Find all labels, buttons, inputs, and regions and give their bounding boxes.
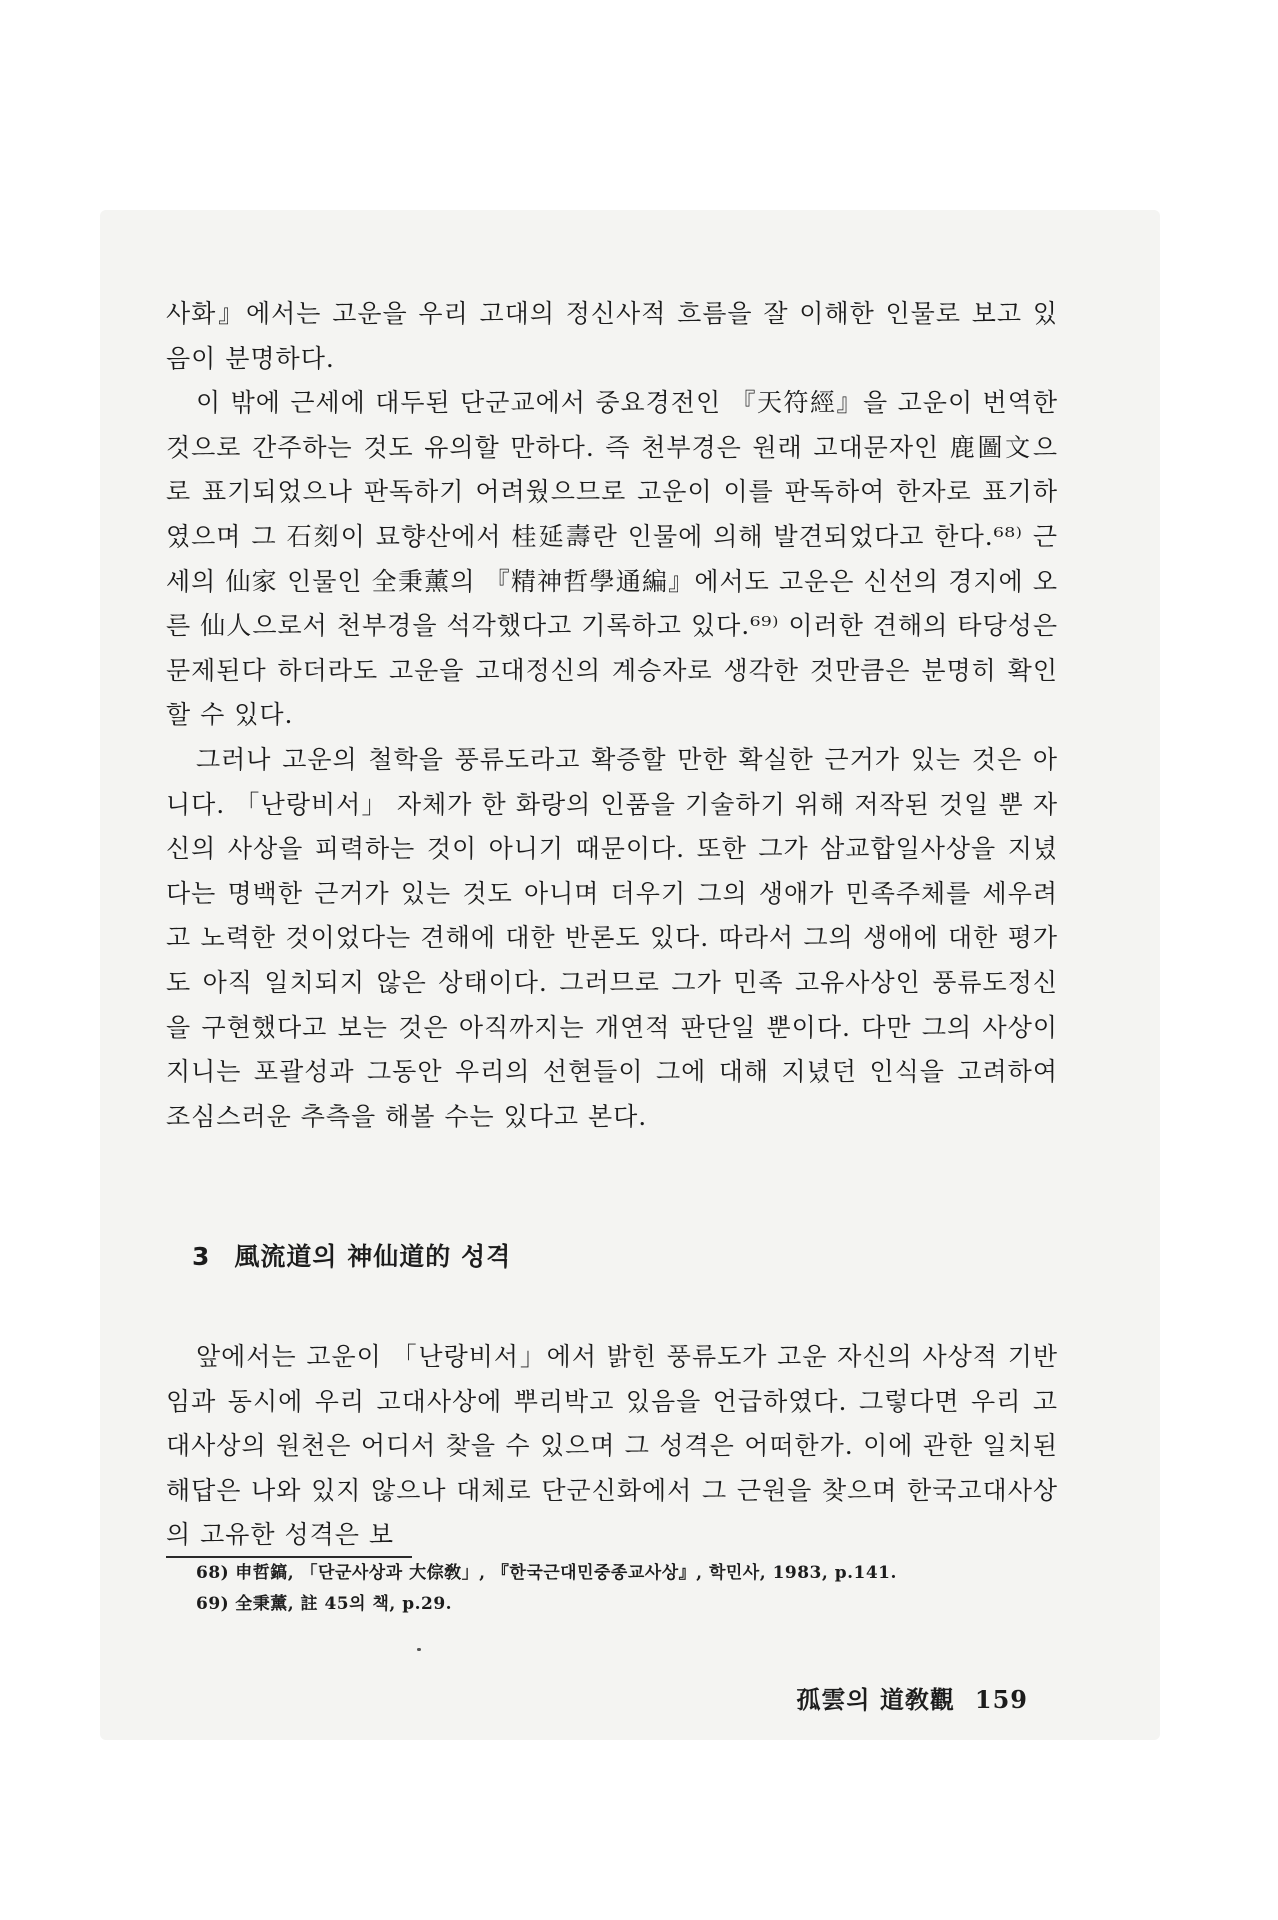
print-speck	[417, 1648, 421, 1651]
footnote-text: 全秉薰, 註 45의 책, p.29.	[235, 1594, 453, 1614]
section-title: 風流道의 神仙道的 성격	[234, 1242, 512, 1271]
footnote-68	[196, 1558, 1056, 1589]
page-number: 159	[974, 1685, 1028, 1714]
footnote-69	[196, 1589, 1056, 1620]
footnote-number: 69)	[196, 1594, 230, 1614]
footnotes	[196, 1558, 1056, 1620]
footnote-number: 68)	[196, 1563, 230, 1583]
running-footer-title: 孤雲의 道敎觀	[796, 1685, 955, 1714]
paragraph-1: 사화』에서는 고운을 우리 고대의 정신사적 흐름을 잘 이해한 인물로 보고 있음이 분명하다.	[166, 299, 1058, 373]
body-text-block-1	[166, 292, 1058, 1139]
paragraph-3: 그러나 고운의 철학을 풍류도라고 확증할 만한 확실한 근거가 있는 것은 아니다. 「난랑비서」 자체가 한 화랑의 인품을 기술하기 위해 저작된 것일 뿐 자신의 사상을 피력하는 것이 아니기 때문이다. 또한 그가 삼교합일사상을 지녔다는 명백한 근거가 있는 것도 아니며 더우기 그의 생애가 민족주체를 세우려고 노력한 것이었다는 견해에 대한 반론도 있다. 따라서 그의 생애에 대한 평가도 아직 일치되지 않은 상태이다. 그러므로 그가 민족 고유사상인 풍류도정신을 구현했다고 보는 것은 아직까지는 개연적 판단일 뿐이다. 다만 그의 사상이 지니는 포괄성과 그동안 우리의 선현들이 그에 대해 지녔던 인식을 고려하여 조심스러운 추측을 해볼 수는 있다고 본다.	[166, 744, 1058, 1131]
running-footer	[796, 1680, 1028, 1715]
section-heading	[192, 1237, 511, 1273]
paragraph-4: 앞에서는 고운이 「난랑비서」에서 밝힌 풍류도가 고운 자신의 사상적 기반임과 동시에 우리 고대사상에 뿌리박고 있음을 언급하였다. 그렇다면 우리 고대사상의 원천은 어디서 찾을 수 있으며 그 성격은 어떠한가. 이에 관한 일치된 해답은 나와 있지 않으나 대체로 단군신화에서 그 근원을 찾으며 한국고대사상의 고유한 성격은 보	[166, 1342, 1058, 1550]
paragraph-2: 이 밖에 근세에 대두된 단군교에서 중요경전인 『天符經』을 고운이 번역한 것으로 간주하는 것도 유의할 만하다. 즉 천부경은 원래 고대문자인 鹿圖文으로 표기되었으나 판독하기 어려웠으므로 고운이 이를 판독하여 한자로 표기하였으며 그 石刻이 묘향산에서 桂延壽란 인물에 의해 발견되었다고 한다.⁶⁸⁾ 근세의 仙家 인물인 全秉薰의 『精神哲學通編』에서도 고운은 신선의 경지에 오른 仙人으로서 천부경을 석각했다고 기록하고 있다.⁶⁹⁾ 이러한 견해의 타당성은 문제된다 하더라도 고운을 고대정신의 계승자로 생각한 것만큼은 분명히 확인할 수 있다.	[166, 388, 1058, 730]
body-text-block-2	[166, 1335, 1058, 1558]
footnote-text: 申哲鎬, 「단군사상과 大倧敎」, 『한국근대민중종교사상』, 학민사, 1983, p.141.	[235, 1563, 897, 1583]
section-number: 3	[192, 1242, 211, 1271]
